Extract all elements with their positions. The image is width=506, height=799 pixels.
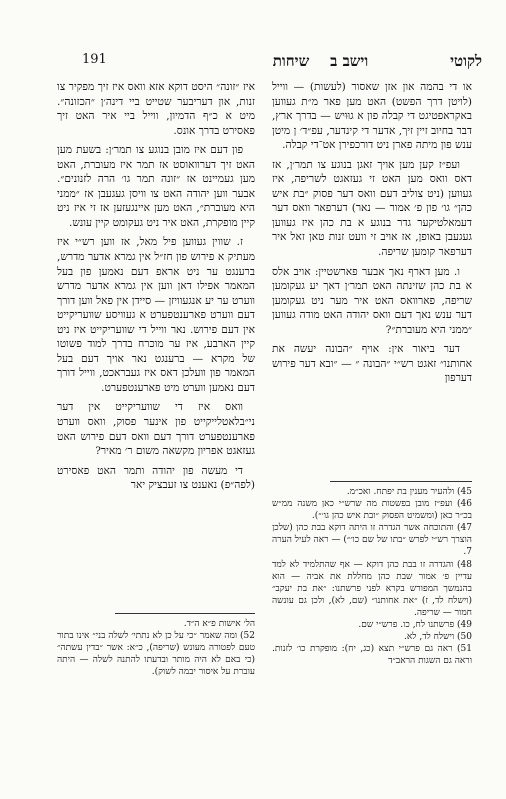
footnote: 46) ועפ״ז מובן בפשטות מה שרש״י כאן משנה ממ״ש בכ״ר כאן (ומשמיט הפסוק ״ובת איש כהן גו׳״). [272, 499, 472, 522]
paragraph: דער ביאור אין: אויף ״הבונה יעשה את אחותנו״ זאגט רש״י ״הבונה ״ — ״ובא דער פירוש דערפון [272, 343, 472, 385]
footnote: 52) ומה שאמר ״כי על כן לא נתתי׳ לשלה בני״ אינו בתור טעם לפטורה מעונש (שריפה), כ״א: אשר ״בדין עשתה״ (כי באם לא היה מותר ובדעתו להתנה לשלה — היתה עוברת על איסור יבמה לשוק). [57, 631, 255, 678]
page-number: 191 [82, 52, 107, 67]
paragraph: ו. מען דארף נאך אבער פארשטיין: אויב אלס א בת כהן שזינתה האט תמר׳ן דאך יע געקומען שריפה, פארוואס האט איר מער ניט געקומען דער ענש נאך דעם וואס יהודה האט מודה געווען ״ממני היא מעוברת״? [272, 265, 472, 336]
right-column [272, 80, 472, 391]
paragraph: איז ״זונה״ היסט דוקא אזא וואס איז זיך מפקיר צו זנות, און דעריבער שטייט ביי דינה׳ן ״הכזונה״. מיט א כ״ף הדמיון, ווייל ביי איר האט זיך פאסירט בדרך אונס. [57, 81, 255, 137]
footnote-divider [330, 481, 472, 482]
footnote: 49) פרשתנו לח, כו. פרש״י שם. [358, 620, 472, 631]
paragraph: די מעשה פון יהודה ותמר האט פאסירט (לפה״פ) נאענט צו זעבציק יאר [57, 464, 255, 492]
footnote-divider [115, 613, 255, 614]
footnotes-right [272, 486, 472, 667]
footnote: 51) ראה גם פרש״י תצא (כג, יח): מופקרת כו׳ לזנות. וראה גם השגות הראב״ד [272, 644, 472, 667]
footnote: 47) והתוכחה אשר הגדרה זו היתה דוקא בבת כהן (שלכן הוצרך רש״י לפרש ״בתו של שם כו׳״) — ראה לעיל הערה 7. [272, 523, 472, 558]
paragraph: או די בהמה און אזן שאסור (לעשות) — ווייל (לויטן דרך הפשט) האט מען פאר מ״ת געווען באקראפטיגט די קבלה פון א גוּוּיש — בדרך ארץ, דבר בחיוב זיין זיך, אדער די קינדער, עפ״ד׳ ן מיטן ענש פון מיתה פארן ניט דורכפירן אט־די קבלה. [272, 81, 472, 152]
running-head-section: שיחות [272, 52, 310, 70]
footnote: 48) והגדרה זו בבת כהן דוקא — אף שהתלמיד לא למד עדיין פ׳ אמור שבת כהן מחללת את אביה — הוא בהנמשך המפורש בקרא לפני פרשתנו: ״את בת יעקב״ (וישלח לד, ז) ״את אחותנו״ (שם, לא), ולכן גם עונשה חמור — שריפה. [272, 559, 472, 618]
footnote: 45) ולהעיר מענין בת יפתח. ואכ״מ. [346, 487, 472, 497]
footnotes-left [57, 618, 255, 678]
footnote: 50) וישלח לד, לא. [404, 632, 472, 643]
paragraph: וואס איז די שוועריקייט אין דער ני״בלאטלייקייט פון אינער פסוק, וואס ווערט פארענטפערט דורך דעם וואס דעם פירוש האט געזאגט אפריון מקשאה משום ר׳ מאיר? [57, 401, 255, 458]
footnote: הל׳ אישות פ״א ה״ד. [183, 619, 255, 629]
paragraph: ז. שווין געווען פיל מאל, אז ווען רש״י איז מעתיק א פירוש פון חז״ל אין גמרא אדער מדרש, ברענגט ער ניט אראפ דעם נאמען פון בעל המאמר אפילו דאן ווען אין גמרא אדער מדרש ווערט ער יע אנגעוויזן — סיידן אין פאל ווען דורך דעם ווערט פארענטפערט א געוויסע שוועריקייט אין דעם פירוש. נאר ווייל די שוועריקייט איז ניט קיין הארבע, איז ער מוכרח בדרך למוד פשוטו של מקרא — ברענגט נאר אויך דעם בעל המאמר פון וועלכן דאס איז געבראכט, ווייל דורך דעם נאמען ווערט מיט פארענטפערט. [57, 236, 255, 394]
running-head [199, 52, 442, 71]
paragraph: ועפ״ז קען מען אויך זאגן בנוגע צו תמר׳ן, אז דאס וואס מען האט זי געזאגט לשריפה, איז געווען (ניט צוליב דעם וואס דער פסוק ״בת איש כהן״ גו׳ פון פ׳ אמור — נאר) דערפאר וואס דער דעמאלטיקער גדר בנוגע א בת כהן איז געווען געגעבן באופן, אז אויב זי וועט זנות טאן זאל איר דערפאר קומען שריפה. [272, 158, 472, 259]
paragraph: פון דעם איז מובן בנוגע צו תמר׳ן: בשעת מען האט זיך דערוואוסט אז תמר איז מעוברת, האט מען געמיינט אז ״זונה תמר גו׳ הרה לזנונים״. אבער ווען יהודה האט צו וויסן געגעבן אז ״ממני היא מעוברת״, האט מען איינגעזען אז זי איז ניט קיין מופקרת, האט איר ניט געקומט קיין עונש. [57, 144, 255, 229]
book-title: לקוטי [450, 52, 482, 70]
running-head-parsha: וישב ב [330, 52, 369, 70]
page-header [24, 52, 482, 72]
left-column [57, 80, 255, 498]
